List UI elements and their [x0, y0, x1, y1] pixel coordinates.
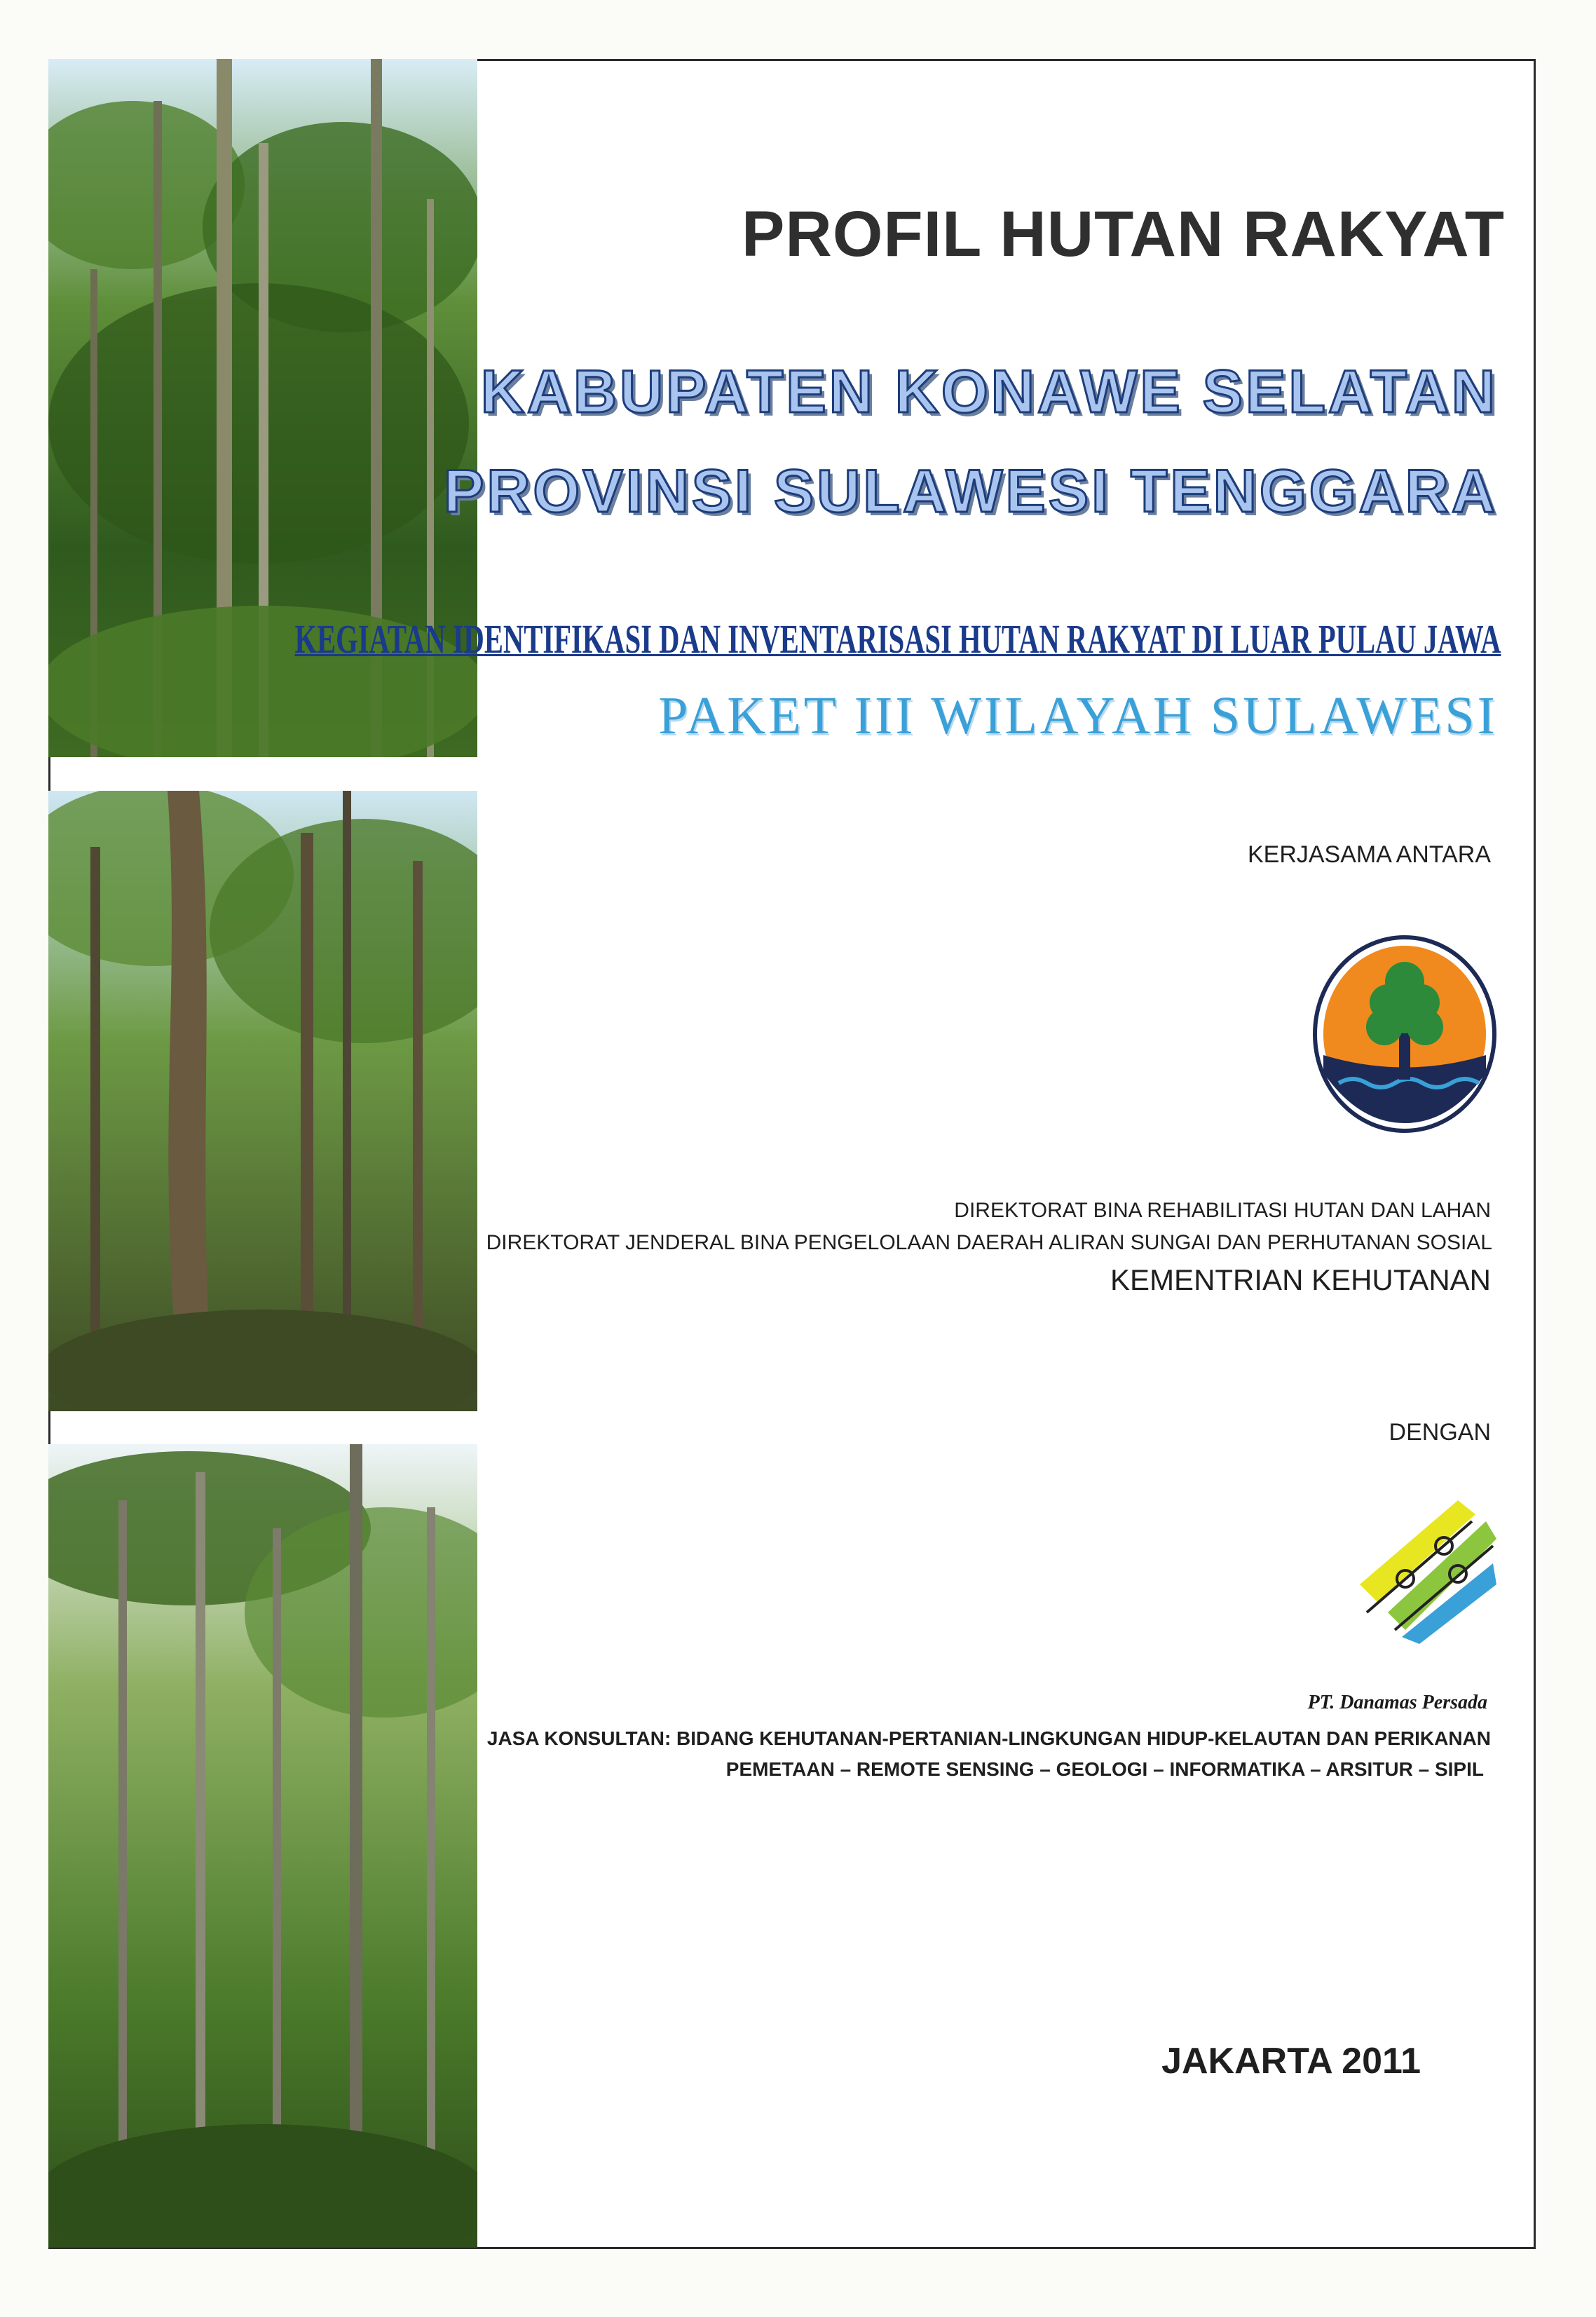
regency-heading: KABUPATEN KONAWE SELATAN: [480, 358, 1498, 426]
city-year: JAKARTA 2011: [1161, 2041, 1421, 2081]
company-name: PT. Danamas Persada: [1307, 1692, 1487, 1713]
package-heading: PAKET III WILAYAH SULAWESI: [658, 686, 1498, 745]
services-line-1: JASA KONSULTAN: BIDANG KEHUTANAN-PERTANIAN-LINGKUNGAN HIDUP-KELAUTAN DAN PERIKANAN: [486, 1727, 1491, 1749]
forest-photo-middle: [48, 791, 477, 1411]
forest-photo-bottom: [48, 1444, 477, 2248]
directorate-line-1: DIREKTORAT BINA REHABILITASI HUTAN DAN LAHAN: [954, 1199, 1491, 1222]
activity-heading: KEGIATAN IDENTIFIKASI DAN INVENTARISASI HUTAN RAKYAT DI LUAR PULAU JAWA: [294, 616, 1501, 662]
document-title: PROFIL HUTAN RAKYAT: [742, 198, 1505, 270]
services-line-2: PEMETAAN – REMOTE SENSING – GEOLOGI – INFORMATIKA – ARSITUR – SIPIL: [725, 1758, 1484, 1780]
with-label: DENGAN: [1389, 1419, 1491, 1446]
cooperation-label: KERJASAMA ANTARA: [1247, 841, 1491, 868]
ministry-logo: [1311, 932, 1499, 1136]
ministry-name: KEMENTRIAN KEHUTANAN: [1110, 1263, 1491, 1296]
directorate-line-2: DIREKTORAT JENDERAL BINA PENGELOLAAN DAERAH ALIRAN SUNGAI DAN PERHUTANAN SOSIAL: [486, 1231, 1492, 1254]
company-logo: [1353, 1486, 1500, 1644]
province-heading: PROVINSI SULAWESI TENGGARA: [443, 458, 1498, 525]
